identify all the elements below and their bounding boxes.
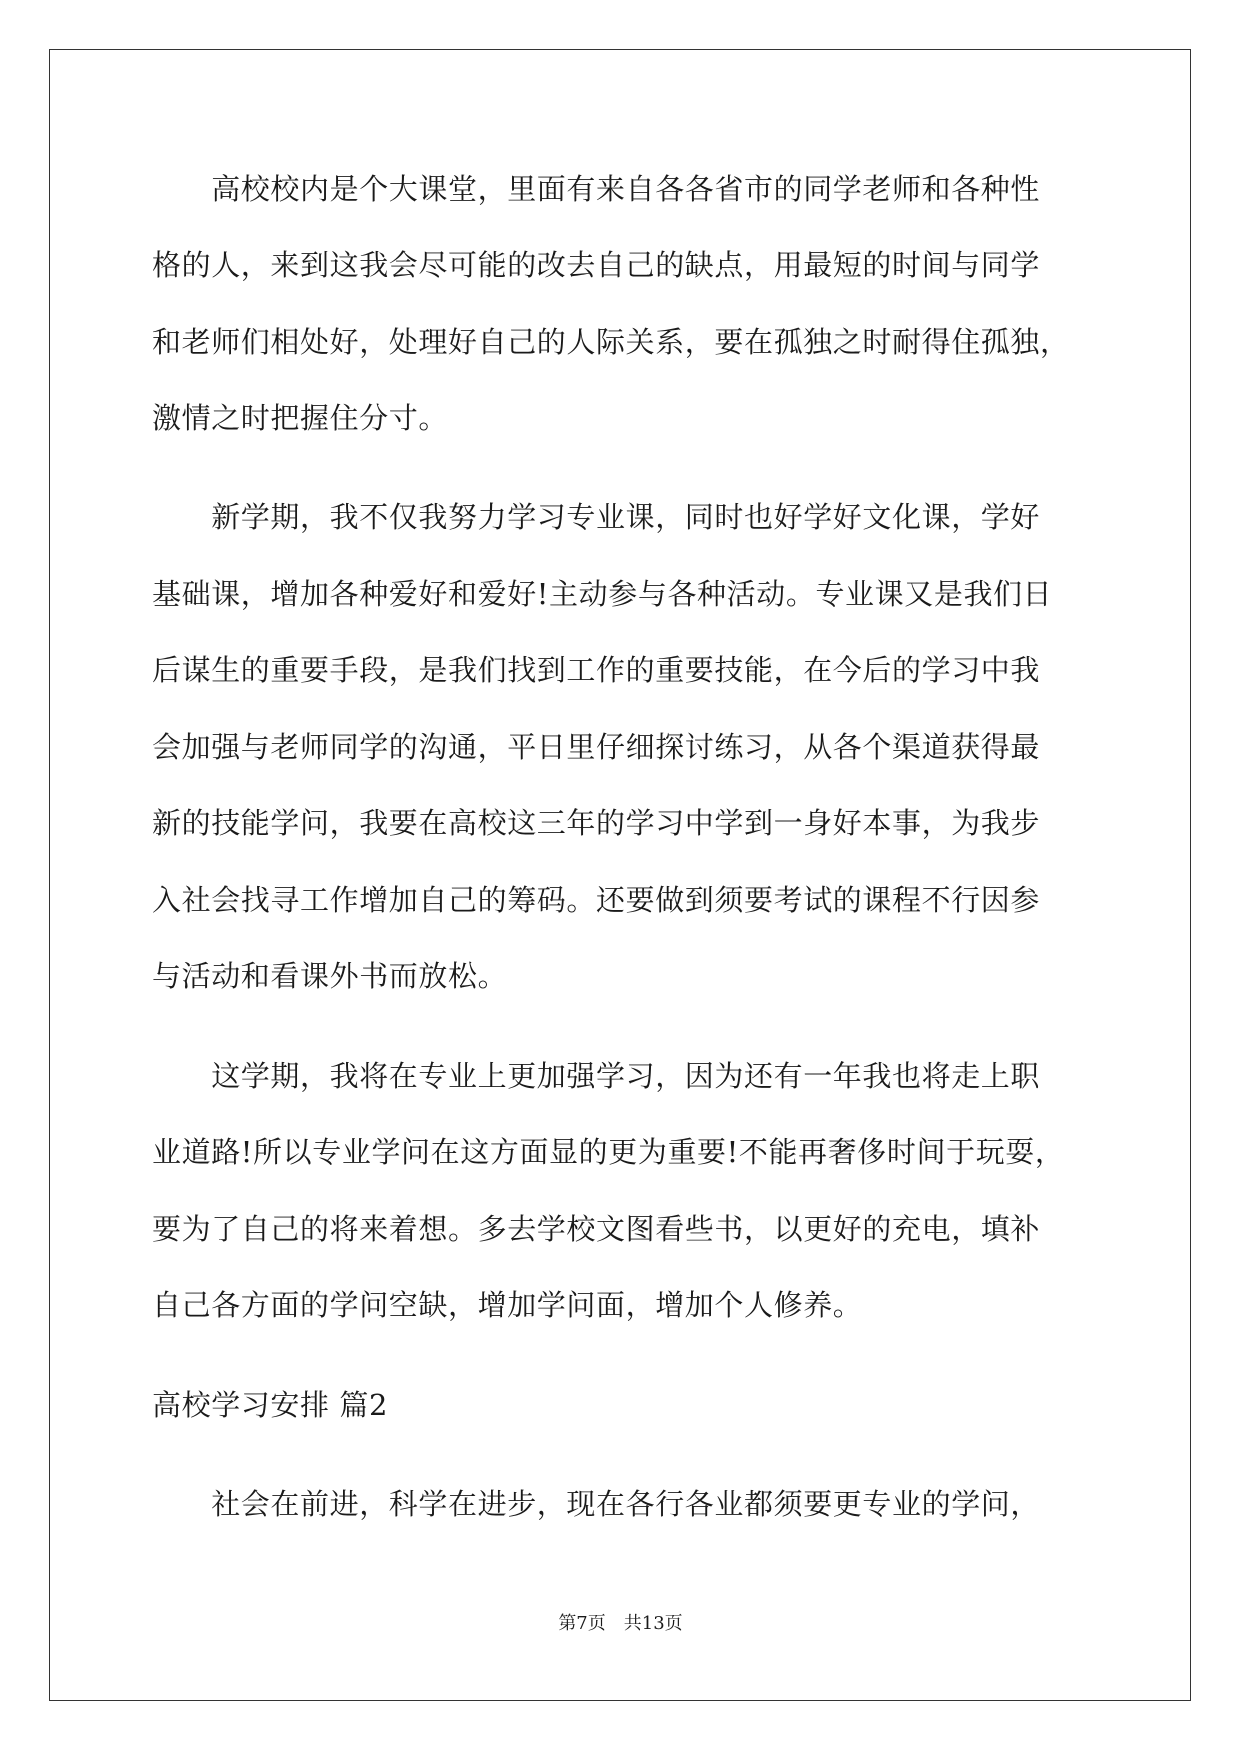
text-line: 这学期，我将在专业上更加强学习，因为还有一年我也将走上职 xyxy=(152,1059,1041,1093)
text-line: 业道路!所以专业学问在这方面显的更为重要!不能再奢侈时间于玩耍， xyxy=(152,1135,1065,1169)
text-line: 和老师们相处好，处理好自己的人际关系，要在孤独之时耐得住孤独， xyxy=(152,325,1070,359)
section-heading: 高校学习安排 篇2 xyxy=(152,1388,389,1422)
text-line: 新学期，我不仅我努力学习专业课，同时也好学好文化课，学好 xyxy=(152,500,1041,534)
text-line: 会加强与老师同学的沟通，平日里仔细探讨练习，从各个渠道获得最 xyxy=(152,730,1041,764)
text-line: 社会在前进，科学在进步，现在各行各业都须要更专业的学问， xyxy=(152,1487,1041,1521)
text-line: 入社会找寻工作增加自己的筹码。还要做到须要考试的课程不行因参 xyxy=(152,883,1041,917)
text-line: 格的人，来到这我会尽可能的改去自己的缺点，用最短的时间与同学 xyxy=(152,248,1041,282)
text-line: 高校校内是个大课堂，里面有来自各各省市的同学老师和各种性 xyxy=(152,172,1041,206)
page-border xyxy=(49,49,1191,1701)
text-line: 自己各方面的学问空缺，增加学问面，增加个人修养。 xyxy=(152,1288,863,1322)
text-line: 后谋生的重要手段，是我们找到工作的重要技能，在今后的学习中我 xyxy=(152,653,1041,687)
text-line: 基础课，增加各种爱好和爱好!主动参与各种活动。专业课又是我们日 xyxy=(152,577,1053,611)
text-line: 激情之时把握住分寸。 xyxy=(152,401,449,435)
text-line: 与活动和看课外书而放松。 xyxy=(152,959,508,993)
page-footer: 第7页 共13页 xyxy=(558,1613,683,1634)
text-line: 新的技能学问，我要在高校这三年的学习中学到一身好本事，为我步 xyxy=(152,806,1041,840)
text-line: 要为了自己的将来着想。多去学校文图看些书，以更好的充电，填补 xyxy=(152,1212,1041,1246)
